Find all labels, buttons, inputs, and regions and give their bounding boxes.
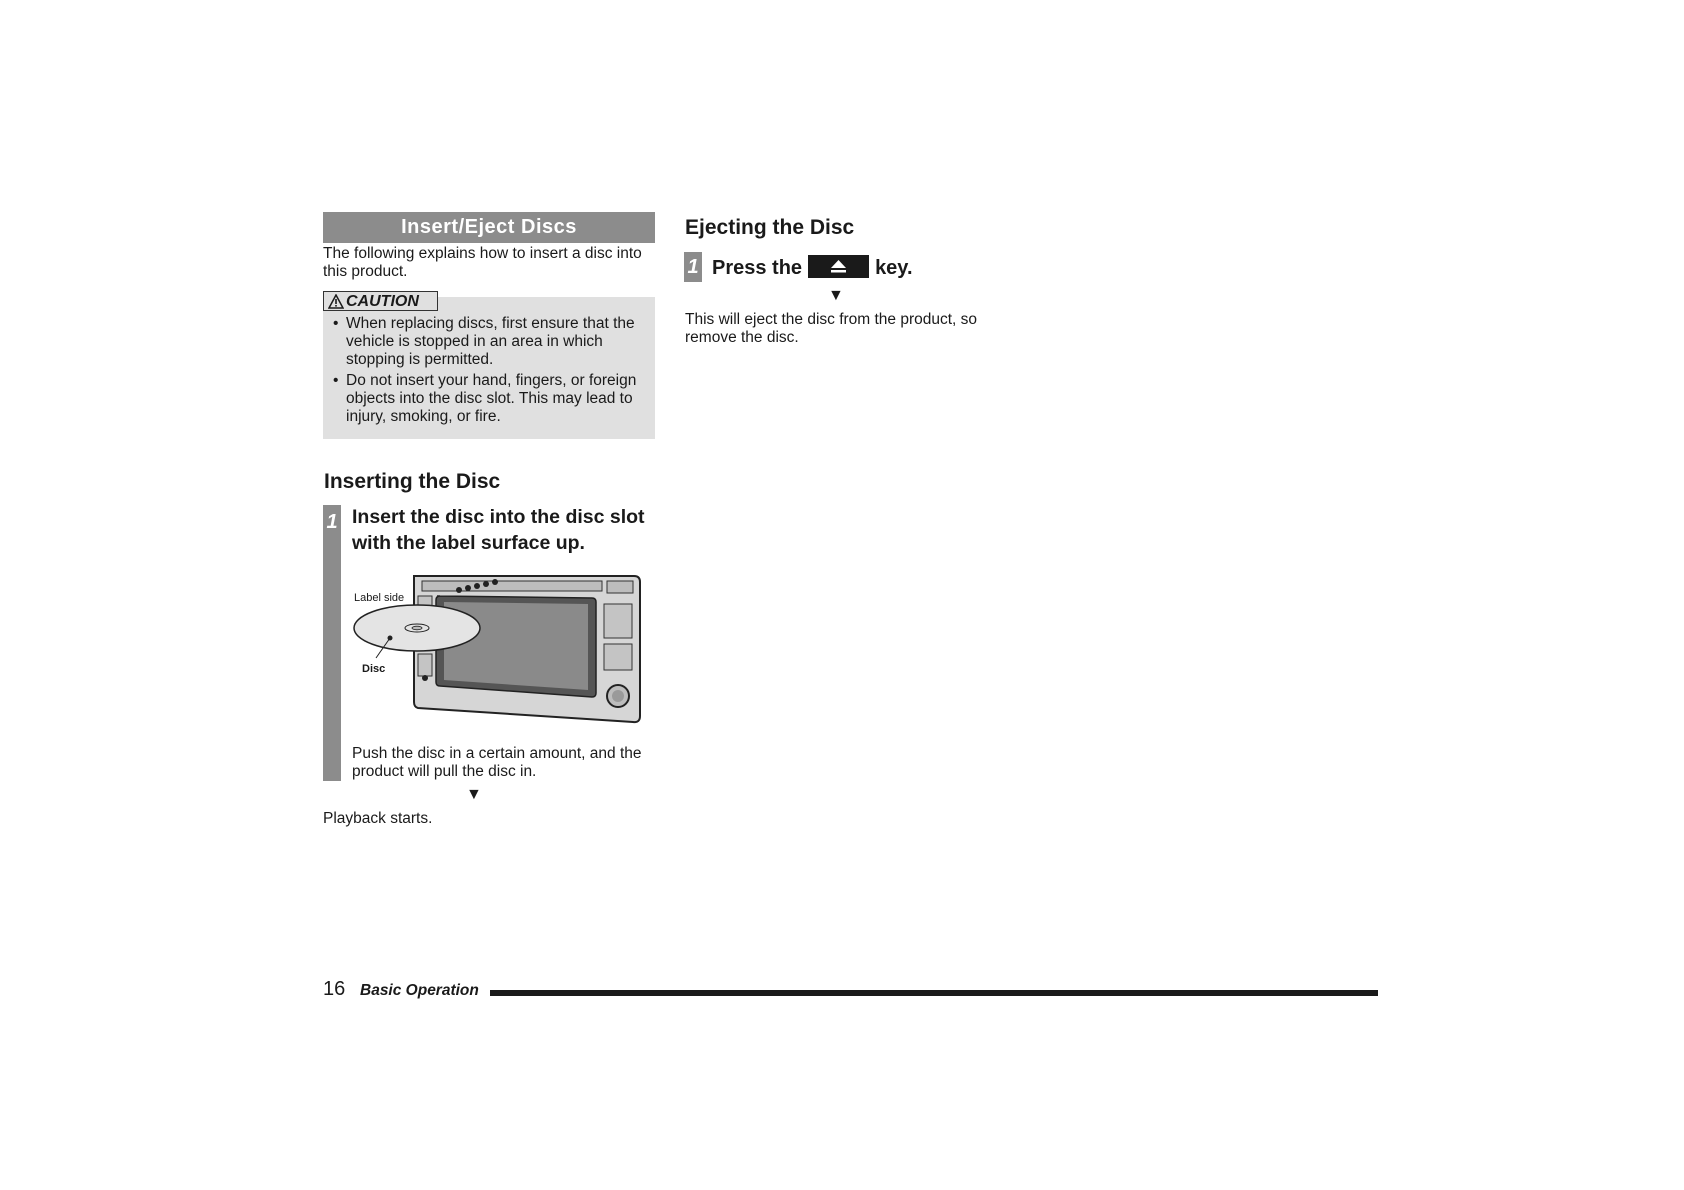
disc-caption: Disc <box>362 663 386 675</box>
caution-label <box>323 291 438 311</box>
head-unit-illustration <box>352 568 642 728</box>
step-number-badge: 1 <box>323 505 341 781</box>
result-text: Playback starts. <box>323 810 433 827</box>
section-title-bar: Insert/Eject Discs <box>323 212 655 243</box>
caution-item: • When replacing discs, first ensure that the vehicle is stopped in an area in which stopping is permitted. <box>333 315 653 369</box>
caution-label-text: CAUTION <box>346 293 419 310</box>
eject-key <box>808 255 869 278</box>
eject-icon <box>830 259 847 274</box>
down-arrow-icon: ▼ <box>466 786 482 803</box>
eject-instruction <box>712 255 913 280</box>
warning-icon <box>328 294 344 309</box>
ejecting-heading: Ejecting the Disc <box>685 216 855 239</box>
step-instruction: Insert the disc into the disc slot with the label surface up. <box>352 506 645 554</box>
press-suffix: key. <box>875 257 913 279</box>
intro-text: The following explains how to insert a disc into this product. <box>323 245 642 280</box>
inserting-heading: Inserting the Disc <box>324 470 501 493</box>
footer-section-title: Basic Operation <box>360 982 479 999</box>
down-arrow-icon: ▼ <box>828 287 844 304</box>
footer-rule <box>490 990 1378 996</box>
push-instruction: Push the disc in a certain amount, and the product will pull the disc in. <box>352 745 642 780</box>
label-side-caption: Label side <box>354 592 405 604</box>
page-number: 16 <box>323 978 346 1000</box>
step-number-badge: 1 <box>684 252 702 282</box>
disc-insert-illustration <box>352 568 642 728</box>
eject-result-text: This will eject the disc from the product, so remove the disc. <box>685 311 978 346</box>
caution-item: • Do not insert your hand, fingers, or foreign objects into the disc slot. This may lead to injury, smoking, or fire. <box>333 372 653 426</box>
caution-list <box>333 315 653 429</box>
press-prefix: Press the <box>712 257 803 279</box>
